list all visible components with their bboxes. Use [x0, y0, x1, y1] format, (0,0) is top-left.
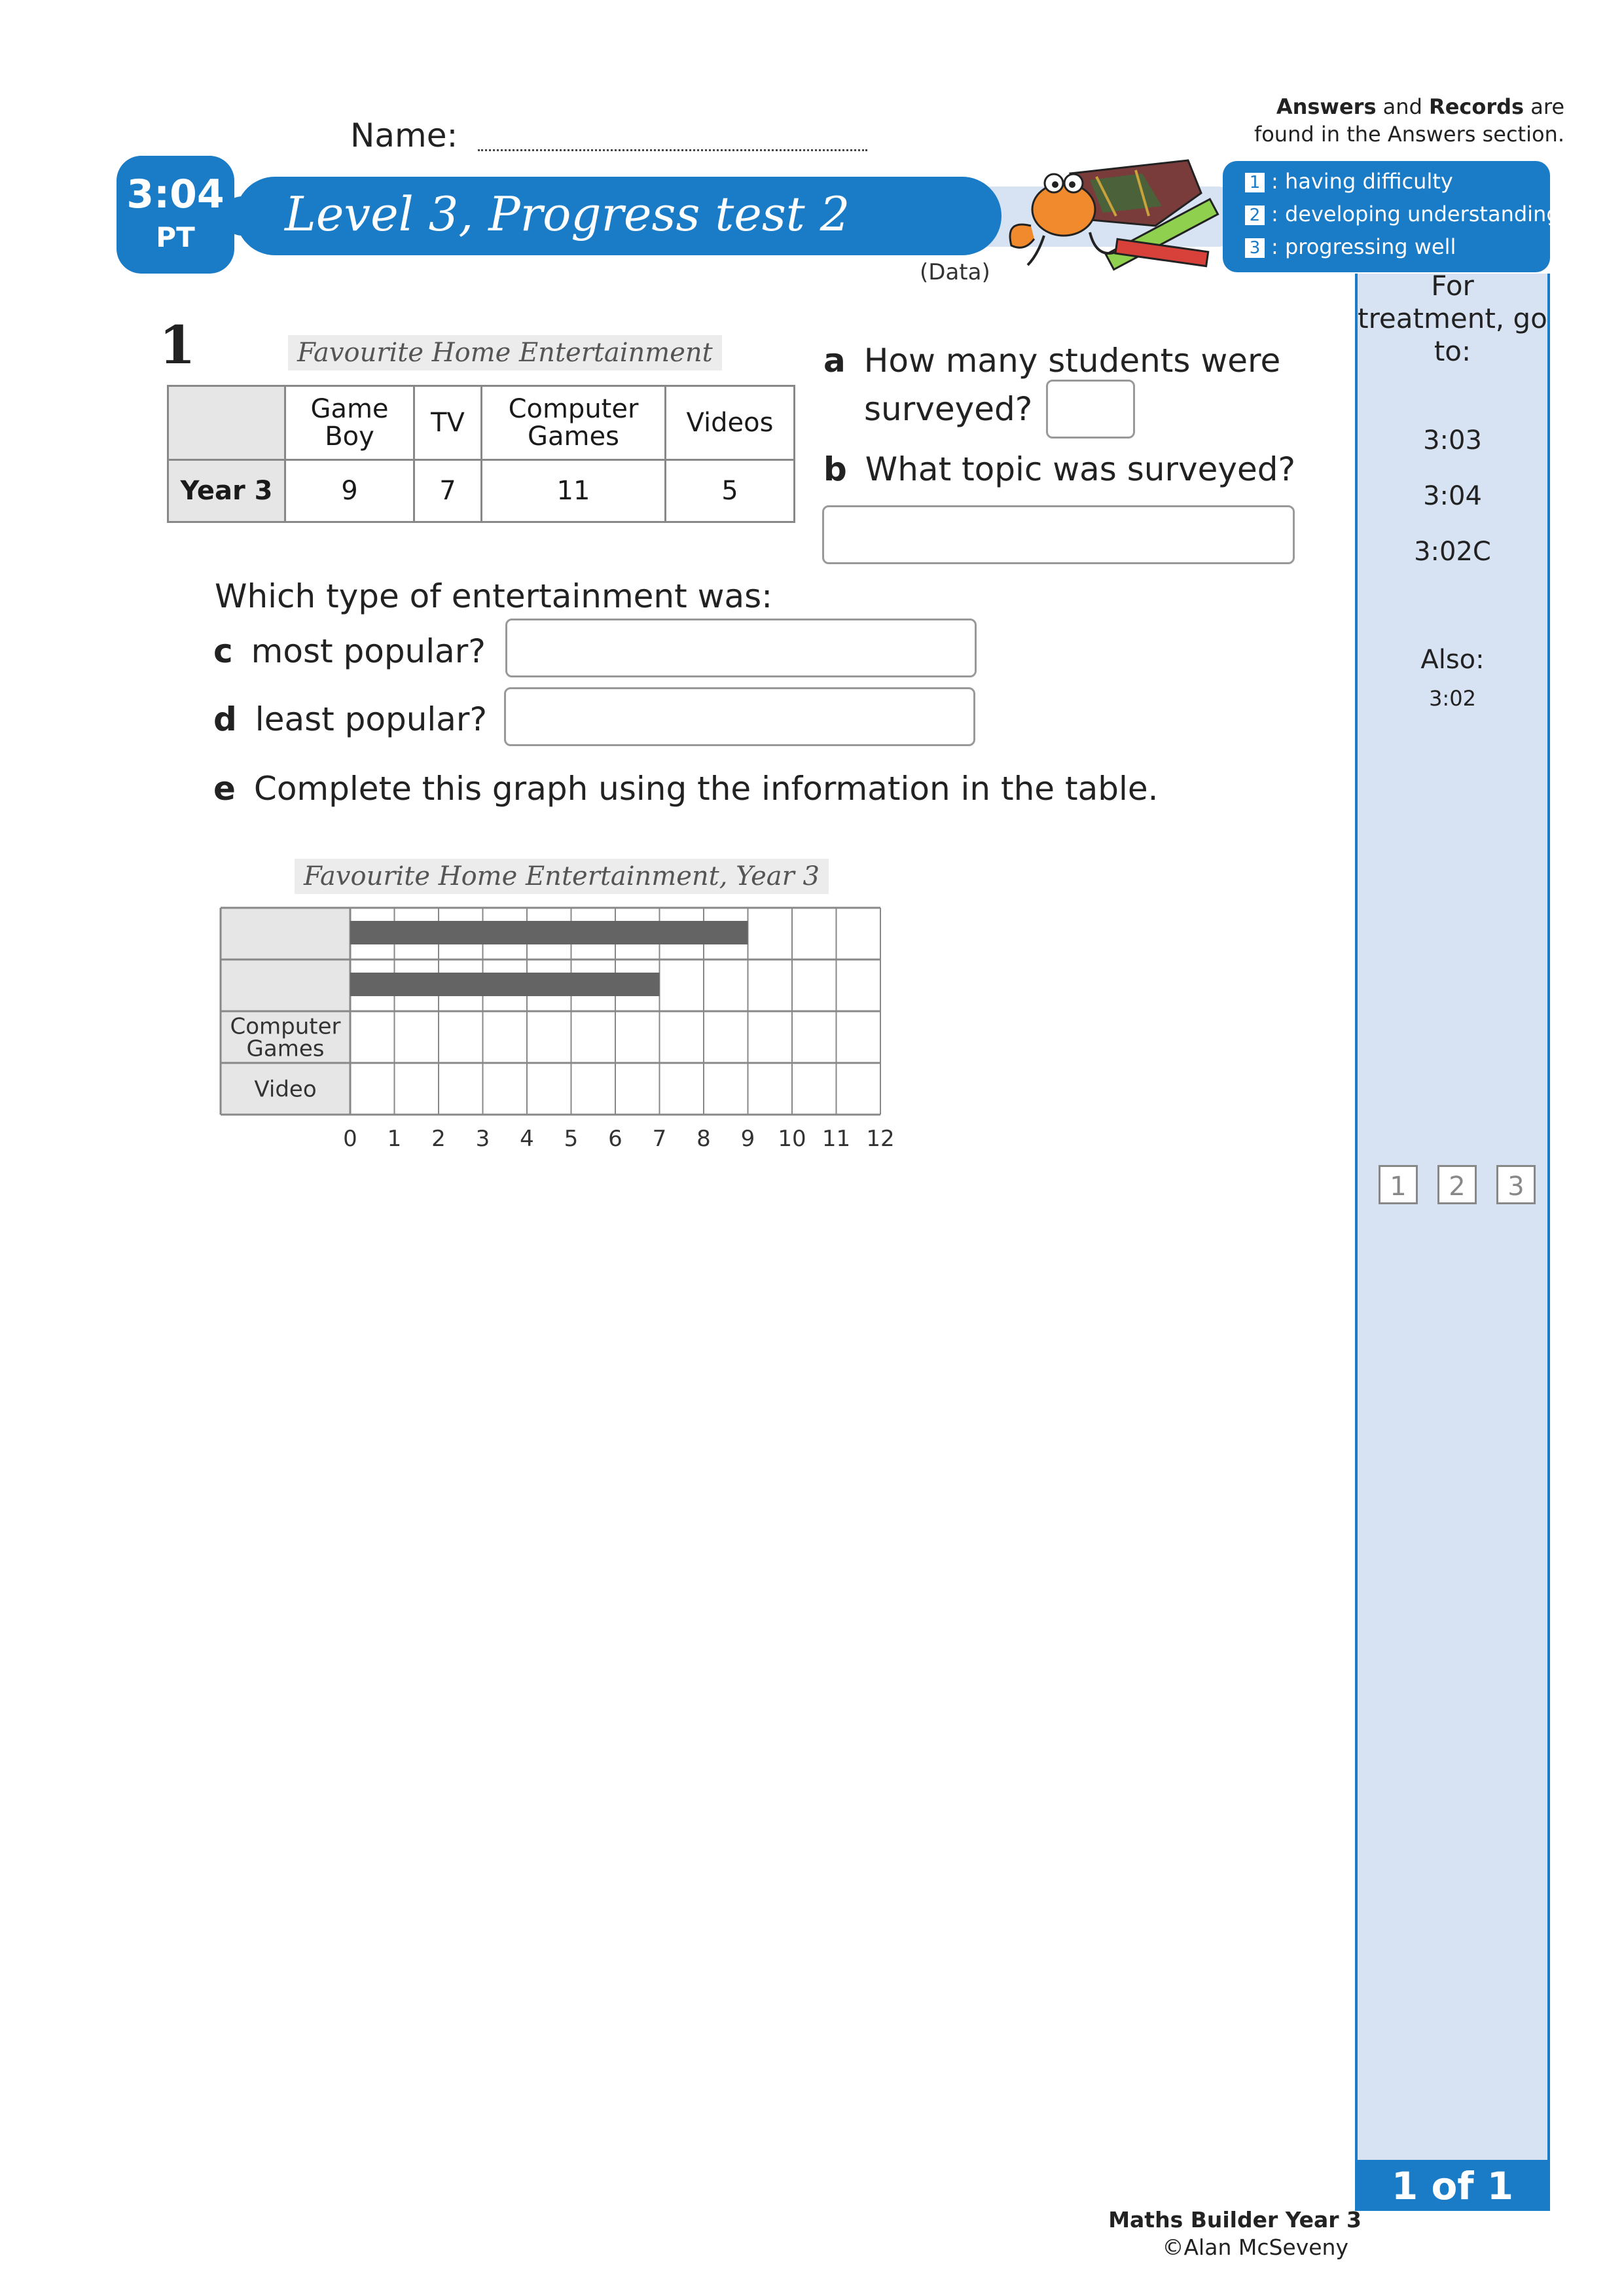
- chart-tick-label: 3: [475, 1126, 490, 1152]
- chart-tick-label: 7: [652, 1126, 667, 1152]
- answers-note: [1172, 93, 1564, 148]
- rating-box-2[interactable]: 2: [1437, 1165, 1477, 1204]
- question-a-line2: surveyed?: [864, 390, 1033, 428]
- legend-num: 3: [1245, 238, 1265, 258]
- answers-note-are: are: [1524, 94, 1564, 119]
- question-e: [213, 770, 1159, 808]
- table-cell: 9: [285, 460, 414, 522]
- table-cell: 7: [414, 460, 482, 522]
- chart-tick-label: 8: [696, 1126, 711, 1152]
- chart-bar: [350, 921, 748, 944]
- question-number: 1: [159, 314, 196, 376]
- answer-box-a[interactable]: [1046, 380, 1135, 439]
- chart-tick-label: 11: [821, 1126, 851, 1152]
- question-a-text: How many students were: [863, 342, 1281, 380]
- table-header: Game Boy: [285, 386, 414, 460]
- also-label: Also:: [1420, 645, 1485, 675]
- name-write-line[interactable]: [478, 149, 867, 151]
- question-letter: a: [823, 342, 846, 380]
- question-letter: d: [213, 700, 237, 738]
- table-row-label: Year 3: [168, 460, 285, 522]
- answers-word: Answers: [1276, 94, 1377, 119]
- question-letter: c: [213, 632, 233, 670]
- rating-box-1[interactable]: 1: [1379, 1165, 1418, 1204]
- legend-item: [1245, 234, 1456, 259]
- table-cell: 11: [482, 460, 666, 522]
- table-caption: Favourite Home Entertainment: [288, 335, 722, 370]
- chart-tick-label: 12: [866, 1126, 895, 1152]
- chart-caption: Favourite Home Entertainment, Year 3: [295, 859, 829, 894]
- question-c-text: most popular?: [251, 632, 486, 670]
- footer-book-title: Maths Builder Year 3: [1108, 2207, 1362, 2233]
- topic-label: (Data): [920, 259, 990, 285]
- table-corner-cell: [168, 386, 285, 460]
- chart-tick-label: 1: [387, 1126, 402, 1152]
- chart-bar: [350, 973, 660, 996]
- chart-tick-label: 0: [343, 1126, 357, 1152]
- treatment-ref: 3:04: [1423, 481, 1482, 511]
- code-sub: PT: [156, 221, 195, 253]
- answers-note-line2: found in the Answers section.: [1254, 122, 1564, 147]
- chart-tick-labels: [343, 1126, 894, 1152]
- table-cell: 5: [666, 460, 795, 522]
- legend-text: : progressing well: [1271, 234, 1456, 259]
- page-title: Level 3, Progress test 2: [285, 187, 850, 242]
- table-header: Computer Games: [482, 386, 666, 460]
- chart-category-label: Video: [254, 1076, 317, 1103]
- page-count: 1 of 1: [1391, 2164, 1514, 2208]
- chart-tick-label: 4: [520, 1126, 534, 1152]
- chart-tick-label: 10: [778, 1126, 806, 1152]
- name-label: Name:: [350, 117, 458, 154]
- table-row: [168, 460, 795, 522]
- question-b: [823, 450, 1295, 488]
- legend-text: : developing understanding: [1271, 202, 1560, 226]
- question-letter: e: [213, 770, 236, 808]
- crab-mascot-icon: [992, 147, 1227, 278]
- legend-text: : having difficulty: [1271, 169, 1453, 194]
- question-b-text: What topic was surveyed?: [865, 450, 1296, 488]
- rating-box-3[interactable]: 3: [1496, 1165, 1536, 1204]
- answers-note-and: and: [1376, 94, 1430, 119]
- chart-tick-label: 9: [740, 1126, 755, 1152]
- survey-table: [167, 385, 795, 523]
- entertainment-bar-chart[interactable]: [219, 900, 895, 1152]
- question-d-text: least popular?: [255, 700, 488, 738]
- chart-tick-label: 6: [608, 1126, 623, 1152]
- treatment-heading: For treatment, go to:: [1358, 270, 1547, 367]
- footer-copyright: ©Alan McSeveny: [1162, 2234, 1348, 2260]
- question-letter: b: [823, 450, 847, 488]
- chart-tick-label: 2: [431, 1126, 446, 1152]
- question-d: [213, 700, 487, 738]
- answer-box-d[interactable]: [504, 687, 975, 746]
- answer-box-b[interactable]: [822, 505, 1295, 564]
- legend-num: 2: [1245, 206, 1265, 225]
- question-e-text: Complete this graph using the information in the table.: [253, 770, 1159, 808]
- code-number: 3:04: [126, 171, 225, 217]
- records-word: Records: [1429, 94, 1525, 119]
- table-header-row: [168, 386, 795, 460]
- also-ref: 3:02: [1429, 686, 1476, 711]
- chart-category-label: Computer: [230, 1013, 341, 1040]
- treatment-ref: 3:03: [1423, 425, 1482, 456]
- table-header: TV: [414, 386, 482, 460]
- chart-tick-label: 5: [564, 1126, 579, 1152]
- table-header: Videos: [666, 386, 795, 460]
- legend-item: [1245, 169, 1453, 194]
- answer-box-c[interactable]: [505, 619, 977, 677]
- treatment-ref: 3:02C: [1414, 537, 1491, 567]
- legend-item: [1245, 202, 1560, 226]
- legend-num: 1: [1245, 173, 1265, 192]
- question-intro: Which type of entertainment was:: [215, 577, 773, 615]
- chart-category-label: Games: [246, 1035, 325, 1062]
- question-c: [213, 632, 486, 670]
- question-a: [823, 342, 1280, 380]
